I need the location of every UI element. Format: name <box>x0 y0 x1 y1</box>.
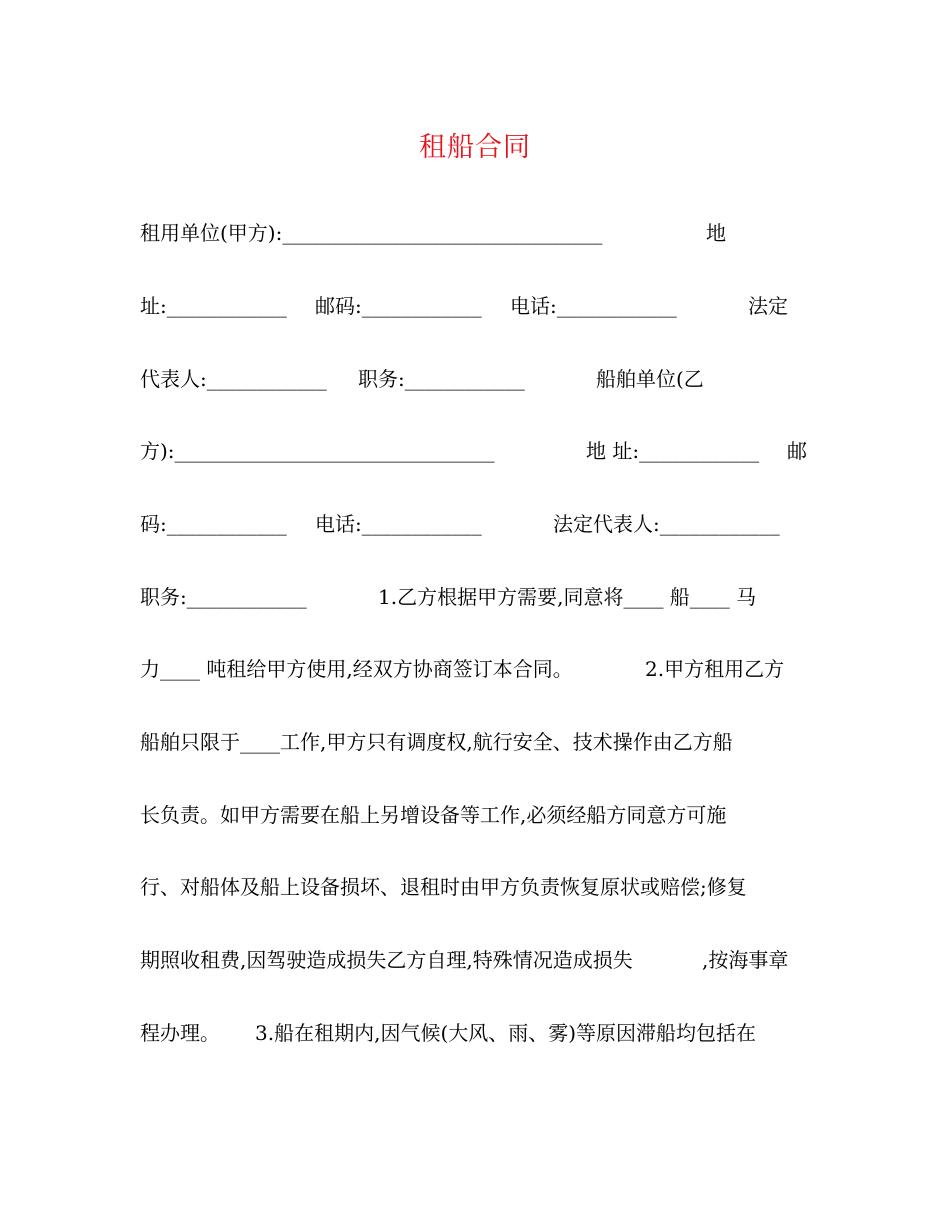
text-line-5 <box>140 504 820 544</box>
lessor-phone-field: 电话:____________ <box>315 512 482 536</box>
text-line-2 <box>140 286 820 326</box>
text-line-1 <box>140 213 820 253</box>
clause-2-end: 程办理。 <box>140 1021 220 1045</box>
text-line-11 <box>140 940 820 980</box>
text-line-3 <box>140 359 820 399</box>
clause-2-text: 船舶只限于____工作,甲方只有调度权,航行安全、技术操作由乙方船 <box>140 730 733 754</box>
lessor-postcode-label-start: 邮 <box>787 439 807 463</box>
lessor-legal-rep-field: 法定代表人:____________ <box>553 512 780 536</box>
position-field: 职务:____________ <box>358 367 525 391</box>
text-line-12 <box>140 1013 820 1053</box>
clause-1-start: 1.乙方根据甲方需要,同意将____ 船____ 马 <box>378 585 757 609</box>
text-line-4 <box>140 431 820 471</box>
clause-2-text: 期照收租费,因驾驶造成损失乙方自理,特殊情况造成损失 <box>140 948 633 972</box>
lessor-unit-field: 方):________________________________ <box>140 439 495 463</box>
text-line-7 <box>140 649 820 689</box>
clause-2-text: 行、对船体及船上设备损坏、退租时由甲方负责恢复原状或赔偿;修复 <box>140 875 747 899</box>
text-line-10 <box>140 867 820 907</box>
document-title: 租船合同 <box>419 132 531 163</box>
clause-1-end: 力____ 吨租给甲方使用,经双方协商签订本合同。 <box>140 657 573 681</box>
lessor-address-field: 地 址:____________ <box>586 439 760 463</box>
clause-2-text-end: ,按海事章 <box>702 948 789 972</box>
address-field: 址:____________ <box>140 294 287 318</box>
clause-2-text: 长负责。如甲方需要在船上另增设备等工作,必须经船方同意方可施 <box>140 803 727 827</box>
postcode-field: 邮码:____________ <box>315 294 482 318</box>
ship-unit-label-start: 船舶单位(乙 <box>596 367 704 391</box>
text-line-8 <box>140 722 820 762</box>
lessor-postcode-field: 码:____________ <box>140 512 287 536</box>
address-label-start: 地 <box>706 221 726 245</box>
phone-field: 电话:____________ <box>510 294 677 318</box>
clause-3-start: 3.船在租期内,因气候(大风、雨、雾)等原因滞船均包括在 <box>255 1021 757 1045</box>
clause-2-start: 2.甲方租用乙方 <box>645 657 785 681</box>
legal-rep-field: 代表人:____________ <box>140 367 327 391</box>
lessee-unit-field: 租用单位(甲方):________________________________ <box>140 221 603 245</box>
legal-rep-label-start: 法定 <box>748 294 788 318</box>
text-line-9 <box>140 795 820 835</box>
text-line-6 <box>140 577 820 617</box>
lessor-position-field: 职务:____________ <box>140 585 307 609</box>
